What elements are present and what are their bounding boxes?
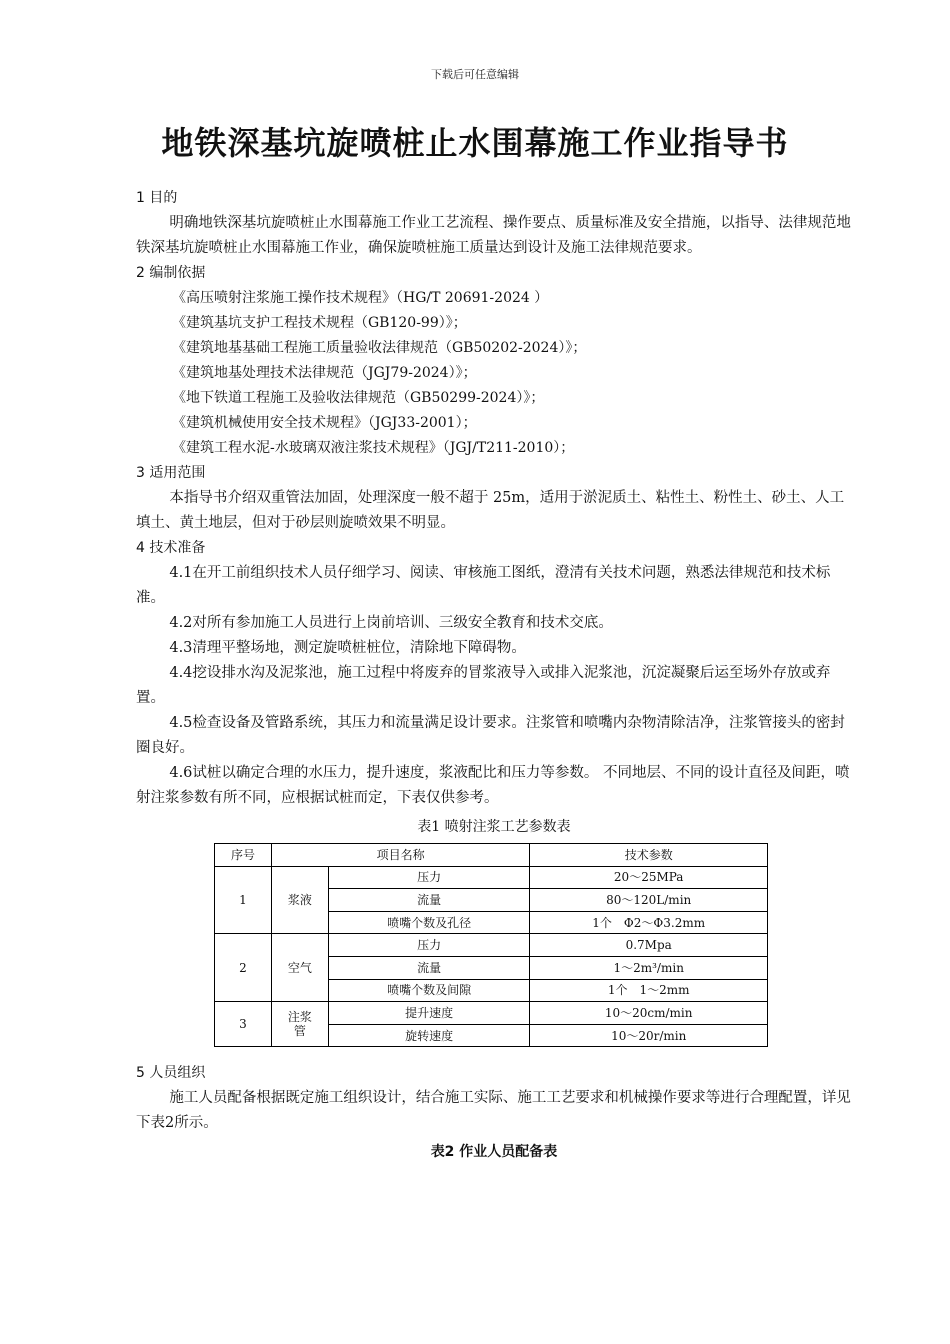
reference-item: 《建筑基坑支护工程技术规程（GB120-99）》； [172, 315, 467, 331]
group-name: 注浆管 [271, 1002, 328, 1047]
section-4-item: 4.5检查设备及管路系统，其压力和流量满足设计要求。注浆管和喷嘴内杂物清除洁净，注浆管接头的密封圈良好。 [136, 715, 845, 756]
table-row [215, 866, 768, 889]
row-item: 喷嘴个数及间隙 [328, 979, 530, 1002]
section-heading-1: 1 目的 [136, 190, 178, 206]
row-item: 提升速度 [328, 1002, 530, 1025]
section-1-paragraph: 明确地铁深基坑旋喷桩止水围幕施工作业工艺流程、操作要点、质量标准及安全措施，以指导、法律规范地铁深基坑旋喷桩止水围幕施工作业，确保旋喷桩施工质量达到设计及施工法律规范要求。 [136, 215, 851, 256]
row-value: 0.7Mpa [530, 934, 768, 957]
reference-item: 《地下铁道工程施工及验收法律规范（GB50299-2024）》； [172, 390, 545, 406]
table-2-caption: 表2 作业人员配备表 [430, 1144, 558, 1161]
reference-item: 《建筑工程水泥-水玻璃双液注浆技术规程》（JGJ/T211-2010）； [172, 440, 575, 456]
reference-item: 《建筑机械使用安全技术规程》（JGJ33-2001）； [172, 415, 477, 431]
group-name: 空气 [271, 934, 328, 1002]
table-header-row [215, 844, 768, 867]
section-heading-5: 5 人员组织 [136, 1065, 206, 1082]
header-no: 序号 [215, 844, 272, 867]
row-item: 流量 [328, 889, 530, 912]
row-value: 1个 Φ2～Φ3.2mm [530, 911, 768, 934]
document-body [136, 186, 852, 1168]
section-heading-3: 3 适用范围 [136, 465, 206, 481]
section-heading-2: 2 编制依据 [136, 265, 206, 281]
spacer [136, 1047, 852, 1061]
header-note: 下载后可任意编辑 [431, 68, 519, 81]
reference-item: 《建筑地基处理技术法律规范（JGJ79-2024）》； [172, 365, 477, 381]
section-5-paragraph: 施工人员配备根据既定施工组织设计，结合施工实际、施工工艺要求和机械操作要求等进行合理配置，详见下表2所示。 [136, 1090, 851, 1132]
header-param: 技术参数 [530, 844, 768, 867]
row-value: 20～25MPa [530, 866, 768, 889]
table-1-caption: 表1 喷射注浆工艺参数表 [417, 819, 571, 835]
section-4-item: 4.6试桩以确定合理的水压力，提升速度，浆液配比和压力等参数。 不同地层、不同的设计直径及间距，喷射注浆参数有所不同，应根据试桩而定，下表仅供参考。 [136, 765, 850, 806]
group-no: 1 [215, 866, 272, 934]
section-3-paragraph: 本指导书介绍双重管法加固，处理深度一般不超于 25m，适用于淤泥质土、粘性土、粉性土、砂土、人工填土、黄土地层，但对于砂层则旋喷效果不明显。 [136, 490, 845, 531]
reference-item: 《高压喷射注浆施工操作技术规程》（HG/T 20691-2024 ） [172, 290, 549, 306]
row-item: 压力 [328, 866, 530, 889]
table-row [215, 934, 768, 957]
header-item: 项目名称 [271, 844, 530, 867]
row-value: 80～120L/min [530, 889, 768, 912]
process-parameter-table [214, 843, 768, 1047]
row-item: 喷嘴个数及孔径 [328, 911, 530, 934]
table-row [215, 1002, 768, 1025]
reference-item: 《建筑地基基础工程施工质量验收法律规范（GB50202-2024）》； [172, 340, 587, 356]
section-heading-4: 4 技术准备 [136, 540, 206, 556]
group-name: 浆液 [271, 866, 328, 934]
row-value: 1个 1～2mm [530, 979, 768, 1002]
section-4-item: 4.4挖设排水沟及泥浆池，施工过程中将废弃的冒浆液导入或排入泥浆池，沉淀凝聚后运至场外存放或弃置。 [136, 665, 831, 706]
section-4-item: 4.1在开工前组织技术人员仔细学习、阅读、审核施工图纸，澄清有关技术问题，熟悉法律规范和技术标准。 [136, 565, 831, 606]
row-item: 流量 [328, 956, 530, 979]
group-no: 3 [215, 1002, 272, 1047]
row-item: 压力 [328, 934, 530, 957]
section-4-item: 4.3清理平整场地，测定旋喷桩桩位，清除地下障碍物。 [169, 640, 526, 656]
group-no: 2 [215, 934, 272, 1002]
row-value: 1～2m³/min [530, 956, 768, 979]
section-4-item: 4.2对所有参加施工人员进行上岗前培训、三级安全教育和技术交底。 [169, 615, 613, 631]
row-value: 10～20cm/min [530, 1002, 768, 1025]
row-value: 10～20r/min [530, 1024, 768, 1047]
document-title: 地铁深基坑旋喷桩止水围幕施工作业指导书 [161, 124, 789, 162]
row-item: 旋转速度 [328, 1024, 530, 1047]
